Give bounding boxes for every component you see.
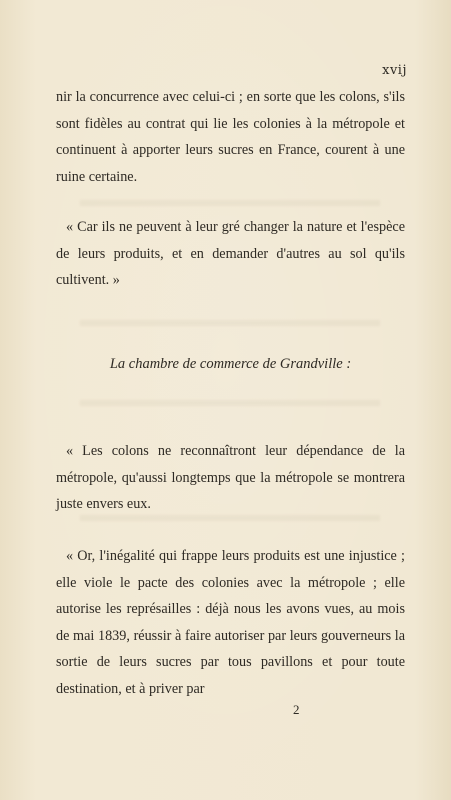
signature-mark: 2 bbox=[293, 702, 300, 717]
bleed-through-mark bbox=[80, 400, 380, 406]
paragraph-2: « Car ils ne peuvent à leur gré changer la nature et l'espèce de leurs produits, et en demander d'autres au sol qu'ils cultivent. » bbox=[56, 219, 405, 288]
paragraph-4: « Or, l'inégalité qui frappe leurs produits est une injustice ; elle viole le pacte des colonies avec la métropole ; elle autorise les représailles : déjà nous les avons vues, au mois de mai 1839, réussir à faire autoriser par leurs gouverneurs la sortie de leurs sucres par tous pavillons et pour toute destination, et à priver par bbox=[56, 548, 405, 697]
bleed-through-mark bbox=[80, 320, 380, 326]
paragraph-1: nir la concurrence avec celui-ci ; en sorte que les colons, s'ils sont fidèles au contrat qui lie les colonies à la métropole et continuent à apporter leurs sucres en France, courent à une ruine certaine. bbox=[56, 89, 405, 185]
bleed-through-mark bbox=[80, 200, 380, 206]
paragraph-3: « Les colons ne reconnaîtront leur dépendance de la métropole, qu'aussi longtemps que la métropole se montrera juste envers eux. bbox=[56, 443, 405, 512]
page-number-folio: xvij bbox=[382, 63, 407, 78]
section-heading: La chambre de commerce de Grandville : bbox=[109, 356, 352, 372]
